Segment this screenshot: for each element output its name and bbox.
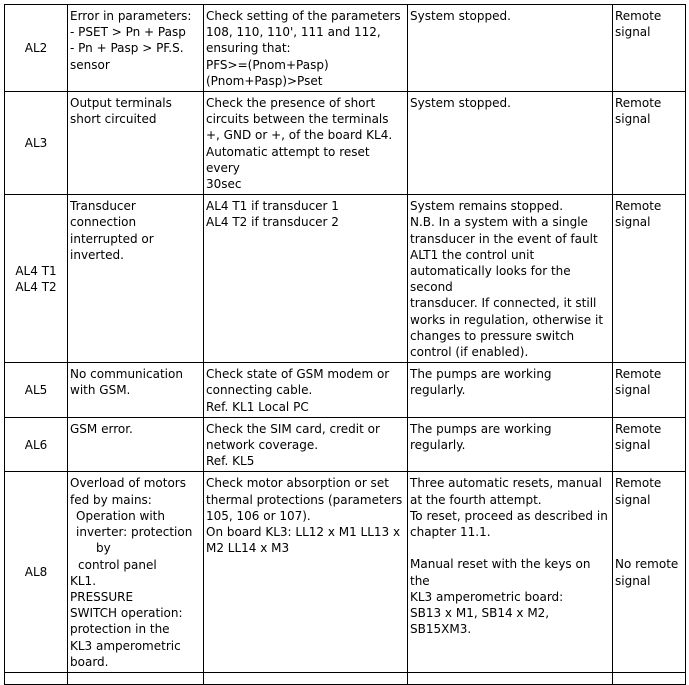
signal-cell — [613, 92, 686, 195]
effect-line: KL3 amperometric board: — [410, 589, 564, 604]
alarm-code-line: AL4 T2 — [15, 279, 57, 294]
effect-cell — [408, 92, 613, 195]
alarm-code: AL6 — [5, 417, 68, 472]
action-cell — [204, 472, 408, 672]
blank-line — [615, 540, 683, 556]
signal-cell — [613, 5, 686, 92]
action-line: On board KL3: LL12 x M1 LL13 x — [206, 525, 401, 540]
signal-line: No remote — [615, 557, 679, 572]
effect-line: control (if enabled). — [410, 345, 529, 360]
action-line: (Pnom+Pasp)>Pset — [206, 73, 323, 88]
action-line: circuits between the terminals — [206, 112, 389, 127]
signal-line: signal — [615, 438, 651, 453]
effect-line: chapter 11.1. — [410, 525, 491, 540]
effect-line: automatically looks for the second — [410, 264, 571, 295]
signal-line: Remote — [615, 199, 662, 214]
action-line: Check the presence of short — [206, 96, 376, 111]
signal-cell — [613, 417, 686, 472]
alarm-code: AL5 — [5, 363, 68, 418]
action-line: AL4 T1 if transducer 1 — [206, 199, 339, 214]
cause-line: Operation with — [76, 508, 165, 523]
signal-line: signal — [615, 112, 651, 127]
effect-line: The pumps are working regularly. — [410, 367, 552, 398]
action-line: PFS>=(Pnom+Pasp) — [206, 57, 329, 72]
table-row — [5, 195, 686, 363]
effect-cell — [408, 195, 613, 363]
alarm-code: AL3 — [5, 92, 68, 195]
cause-line: fed by mains: — [70, 492, 152, 507]
cause-line: sensor — [70, 57, 110, 72]
action-cell — [204, 5, 408, 92]
effect-line: ALT1 the control unit — [410, 247, 535, 262]
cause-cell — [68, 195, 204, 363]
table-row — [5, 417, 686, 472]
cause-line: GSM error. — [70, 421, 133, 436]
cause-line: PRESSURE — [70, 589, 134, 604]
action-line: Check state of GSM modem or — [206, 367, 390, 382]
action-line: thermal protections (parameters — [206, 492, 403, 507]
alarm-code: AL8 — [5, 472, 68, 672]
cause-line: protection in the — [70, 622, 170, 637]
effect-cell — [408, 417, 613, 472]
signal-line: Remote — [615, 367, 662, 382]
empty-cell — [408, 672, 613, 684]
signal-line: signal — [615, 573, 651, 588]
effect-line: System stopped. — [410, 9, 511, 23]
action-line: Automatic attempt to reset every — [206, 144, 370, 175]
alarm-code-line: AL4 T1 — [15, 263, 57, 278]
effect-line: System remains stopped. — [410, 199, 564, 214]
effect-line: N.B. In a system with a single — [410, 215, 588, 230]
cause-line: KL3 amperometric — [70, 638, 181, 653]
signal-cell — [613, 363, 686, 418]
action-line: AL4 T2 if transducer 2 — [206, 215, 339, 230]
cause-line: short circuited — [70, 112, 157, 127]
signal-line: Remote — [615, 421, 662, 436]
action-line: network coverage. — [206, 438, 319, 453]
action-cell — [204, 195, 408, 363]
effect-line: SB13 x M1, SB14 x M2, SB15XM3. — [410, 606, 550, 637]
blank-line — [615, 508, 683, 524]
alarm-code: AL2 — [5, 5, 68, 92]
empty-cell — [5, 672, 68, 684]
cause-line: - PSET > Pn + Pasp — [70, 25, 186, 40]
action-line: ensuring that: — [206, 41, 291, 56]
action-line: 108, 110, 110', 111 and 112, — [206, 25, 381, 40]
cause-line: No communication — [70, 367, 183, 382]
signal-line: Remote — [615, 9, 662, 23]
alarm-code — [5, 195, 68, 363]
action-line: Check setting of the parameters — [206, 9, 401, 23]
action-cell — [204, 92, 408, 195]
cause-line: by — [96, 541, 111, 556]
empty-cell — [204, 672, 408, 684]
effect-line: Three automatic resets, manual — [410, 476, 602, 491]
blank-line — [615, 524, 683, 540]
effect-cell — [408, 472, 613, 672]
table-row — [5, 472, 686, 672]
cause-line: inverted. — [70, 247, 124, 262]
cause-line: KL1. — [70, 573, 97, 588]
cause-cell — [68, 417, 204, 472]
signal-cell — [613, 195, 686, 363]
action-line: Ref. KL5 — [206, 454, 255, 469]
cause-cell — [68, 363, 204, 418]
signal-line: signal — [615, 383, 651, 398]
empty-cell — [613, 672, 686, 684]
effect-line: changes to pressure switch — [410, 328, 575, 343]
effect-line: works in regulation, otherwise it — [410, 312, 604, 327]
action-line: connecting cable. — [206, 383, 313, 398]
action-cell — [204, 417, 408, 472]
action-cell — [204, 363, 408, 418]
action-line: 30sec — [206, 177, 242, 192]
action-line: M2 LL14 x M3 — [206, 541, 290, 556]
table-row — [5, 92, 686, 195]
table-row — [5, 5, 686, 92]
signal-line: Remote — [615, 96, 662, 111]
cause-line: Overload of motors — [70, 476, 186, 491]
cause-line: board. — [70, 654, 109, 669]
cause-line: SWITCH operation: — [70, 606, 183, 621]
cause-line: with GSM. — [70, 383, 131, 398]
effect-line: To reset, proceed as described in — [410, 508, 608, 523]
empty-cell — [68, 672, 204, 684]
cause-line: Transducer — [70, 199, 136, 214]
signal-line: signal — [615, 492, 651, 507]
table-row — [5, 363, 686, 418]
table-row-continuation — [5, 672, 686, 684]
cause-line: control panel — [78, 557, 157, 572]
cause-line: Error in parameters: — [70, 9, 192, 23]
cause-line: Output terminals — [70, 96, 172, 111]
effect-line: transducer in the event of fault — [410, 231, 598, 246]
signal-line: Remote — [615, 476, 662, 491]
effect-cell — [408, 363, 613, 418]
action-line: 105, 106 or 107). — [206, 508, 311, 523]
effect-line: Manual reset with the keys on the — [410, 557, 591, 588]
effect-line: at the fourth attempt. — [410, 492, 542, 507]
effect-line: The pumps are working regularly. — [410, 421, 552, 453]
cause-line: inverter: protection — [76, 525, 193, 540]
signal-cell — [613, 472, 686, 672]
action-line: Check motor absorption or set — [206, 476, 389, 491]
effect-line: System stopped. — [410, 96, 511, 111]
signal-line: signal — [615, 215, 651, 230]
alarm-table — [4, 4, 686, 685]
action-line: +, GND or +, of the board KL4. — [206, 128, 393, 143]
action-line: Check the SIM card, credit or — [206, 421, 380, 436]
effect-line: transducer. If connected, it still — [410, 296, 597, 311]
cause-cell — [68, 92, 204, 195]
blank-line — [410, 540, 610, 556]
effect-cell — [408, 5, 613, 92]
cause-line: - Pn + Pasp > PF.S. — [70, 41, 184, 56]
action-line: Ref. KL1 Local PC — [206, 399, 309, 414]
cause-line: interrupted or — [70, 231, 154, 246]
cause-cell — [68, 5, 204, 92]
signal-line: signal — [615, 25, 651, 40]
cause-cell — [68, 472, 204, 672]
cause-line: connection — [70, 215, 137, 230]
